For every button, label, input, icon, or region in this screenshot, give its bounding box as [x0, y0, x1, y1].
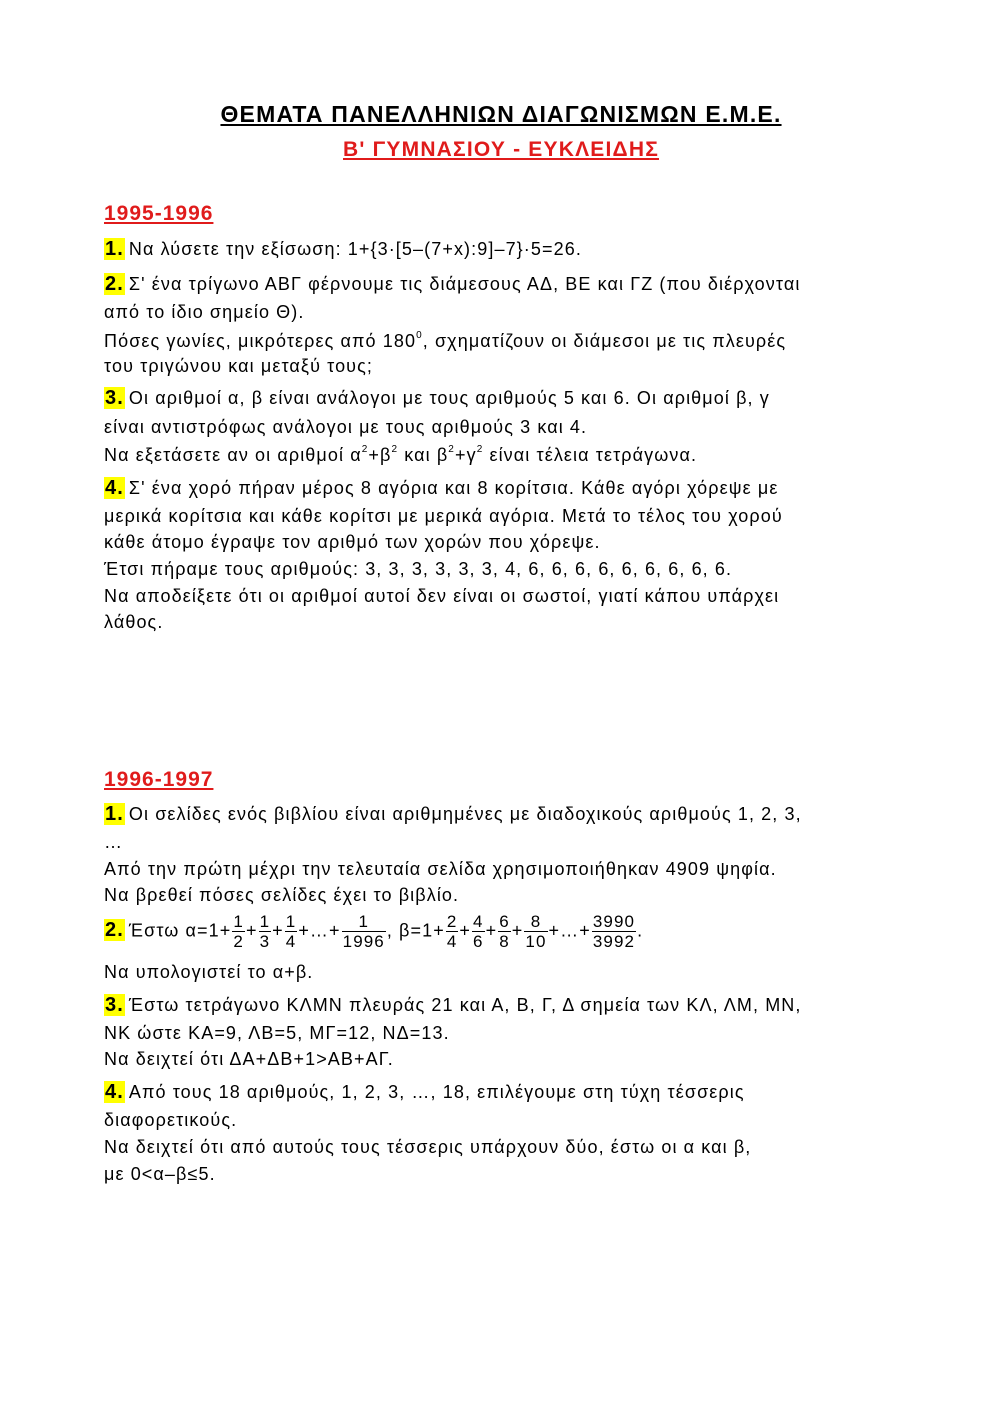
problem-3-line-2: είναι αντιστρόφως ανάλογοι με τους αριθμούς 3 και 4.: [104, 417, 588, 437]
problem-number: 2.: [105, 919, 124, 942]
problem-number: 1.: [105, 238, 124, 260]
fraction: [524, 912, 547, 951]
fraction: [259, 912, 272, 951]
problem-number: 1.: [105, 803, 124, 825]
numerator: 1: [233, 912, 244, 931]
problem-4-line-4: Έτσι πήραμε τους αριθμούς: 3, 3, 3, 3, 3, 3, 4, 6, 6, 6, 6, 6, 6, 6, 6, 6.: [104, 559, 733, 579]
fraction: [232, 912, 245, 951]
denominator: 4: [446, 932, 458, 951]
text-fragment: +β: [368, 445, 392, 465]
denominator: 8: [499, 932, 510, 951]
problem-text: Οι σελίδες ενός βιβλίου είναι αριθμημένες με διαδοχικούς αριθμούς 1, 2, 3,: [128, 804, 802, 824]
problem-4-line-1: [104, 1081, 745, 1104]
problem-number: 4.: [105, 1081, 124, 1103]
page-title: ΘΕΜΑΤΑ ΠΑΝΕΛΛΗΝΙΩΝ ΔΙΑΓΩΝΙΣΜΩΝ Ε.Μ.Ε.: [220, 101, 782, 127]
problem-text: Σ' ένα χορό πήραν μέρος 8 αγόρια και 8 κορίτσια. Κάθε αγόρι χόρεψε με: [128, 478, 779, 498]
numerator: 2: [446, 912, 458, 931]
section-year-heading: 1995-1996: [104, 202, 214, 225]
text-fragment: είναι τέλεια τετράγωνα.: [483, 445, 698, 465]
exponent: 2: [448, 444, 455, 455]
exponent: 2: [476, 444, 484, 455]
problem-3-line-3: [104, 444, 697, 466]
text-fragment: , β=1+: [386, 920, 445, 941]
fraction: [285, 912, 298, 951]
problem-4-line-1: [104, 477, 778, 500]
problem-4-line-3: κάθε άτομο έγραψε τον αριθμό των χορών που χόρεψε.: [104, 532, 601, 552]
section-year-heading: 1996-1997: [104, 768, 214, 791]
problem-number: 4.: [105, 477, 124, 499]
problem-text: Από τους 18 αριθμούς, 1, 2, 3, …, 18, επιλέγουμε στη τύχη τέσσερις: [128, 1082, 745, 1102]
problem-text: Οι αριθμοί α, β είναι ανάλογοι με τους αριθμούς 5 και 6. Οι αριθμοί β, γ: [128, 388, 770, 408]
problem-3-line-2: ΝΚ ώστε ΚΑ=9, ΛΒ=5, ΜΓ=12, ΝΔ=13.: [104, 1023, 450, 1043]
denominator: 4: [285, 932, 297, 951]
problem-number: 3.: [105, 387, 124, 409]
fraction: [446, 912, 459, 951]
problem-4-line-3: Να δειχτεί ότι από αυτούς τους τέσσερις υπάρχουν δύο, έστω οι α και β,: [104, 1137, 752, 1157]
numerator: 1: [342, 912, 386, 932]
degree-superscript: 0: [416, 330, 423, 341]
numerator: 4: [473, 912, 484, 931]
problem-4-line-2: μερικά κορίτσια και κάθε κορίτσι με μερικά αγόρια. Μετά το τέλος του χορού: [104, 506, 783, 526]
text-fragment: +…+: [298, 920, 341, 941]
exponent: 2: [391, 444, 399, 455]
problem-number: 3.: [105, 994, 124, 1016]
problem-text: Σ' ένα τρίγωνο ΑΒΓ φέρνουμε τις διάμεσους ΑΔ, ΒΕ και ΓΖ (που διέρχονται: [128, 274, 801, 294]
problem-4-line-2: διαφορετικούς.: [104, 1110, 238, 1130]
numerator: 8: [524, 912, 547, 932]
problem-2-line-3: [104, 330, 786, 352]
exponent: 2: [361, 444, 369, 455]
problem-3-line-3: Να δειχτεί ότι ΔΑ+ΔΒ+1>ΑΒ+ΑΓ.: [104, 1049, 394, 1069]
problem-1-line-1: [104, 803, 802, 826]
numerator: 3990: [592, 912, 636, 931]
fraction: [342, 912, 386, 951]
text-fragment: Πόσες γωνίες, μικρότερες από 180: [104, 331, 417, 351]
problem-2-line-2: Να υπολογιστεί το α+β.: [104, 962, 314, 982]
page-subtitle: Β' ΓΥΜΝΑΣΙΟΥ - ΕΥΚΛΕΙΔΗΣ: [343, 138, 659, 161]
fraction: [472, 912, 485, 951]
problem-4-line-5: Να αποδείξετε ότι οι αριθμοί αυτοί δεν είναι οι σωστοί, γιατί κάπου υπάρχει: [104, 586, 780, 606]
numerator: 1: [259, 912, 271, 931]
problem-2-formula-line: 2. Έστω α=1+ $\frac{1}{2}$ + $\frac{1}{3}$ + $\frac{1}{4}$ +…+ $\frac{1}{1996}$ , β=1+ $\frac{2}{4}$ + $\frac{4}{6}$ + $\frac{6}{8}$ + $\frac{8}{10}$ +…+ $\frac{3990}{3992}$ .: [105, 912, 644, 951]
problem-number: 2.: [105, 273, 124, 295]
text-fragment: , σχηματίζουν οι διάμεσοι με τις πλευρές: [422, 331, 787, 351]
problem-3-line-1: [104, 387, 770, 410]
problem-1-line: [104, 238, 582, 261]
text-fragment: +…+: [548, 920, 591, 941]
numerator: 1: [285, 912, 297, 931]
text-fragment: Να εξετάσετε αν οι αριθμοί α: [104, 445, 362, 465]
problem-1-line-3: Από την πρώτη μέχρι την τελευταία σελίδα χρησιμοποιήθηκαν 4909 ψηφία.: [104, 859, 777, 879]
problem-text: Έστω τετράγωνο ΚΛΜΝ πλευράς 21 και Α, Β, Γ, Δ σημεία των ΚΛ, ΛΜ, ΜΝ,: [128, 995, 802, 1015]
problem-3-line-1: [104, 994, 802, 1017]
problem-2-line-2: από το ίδιο σημείο Θ).: [104, 302, 305, 322]
denominator: 2: [233, 932, 244, 951]
problem-2-line-4: του τριγώνου και μεταξύ τους;: [104, 356, 374, 376]
problem-1-line-4: Να βρεθεί πόσες σελίδες έχει το βιβλίο.: [104, 885, 460, 905]
denominator: 3: [259, 932, 271, 951]
numerator: 6: [499, 912, 510, 931]
text-fragment: και β: [398, 445, 449, 465]
denominator: 1996: [342, 932, 385, 951]
denominator: 3992: [592, 932, 636, 951]
fraction: [592, 912, 636, 951]
text-fragment: Έστω α=1+: [128, 920, 232, 941]
problem-4-line-4: με 0<α–β≤5.: [104, 1164, 216, 1184]
problem-1-line-2: …: [104, 832, 124, 852]
problem-text: Να λύσετε την εξίσωση: 1+{3·[5–(7+x):9]–7}·5=26.: [128, 239, 582, 259]
problem-2-line-1: [104, 273, 800, 296]
denominator: 6: [473, 932, 484, 951]
denominator: 10: [525, 932, 547, 951]
text-fragment: .: [637, 920, 644, 941]
fraction: [498, 912, 511, 951]
text-fragment: +γ: [454, 445, 477, 465]
problem-4-line-6: λάθος.: [104, 612, 164, 632]
